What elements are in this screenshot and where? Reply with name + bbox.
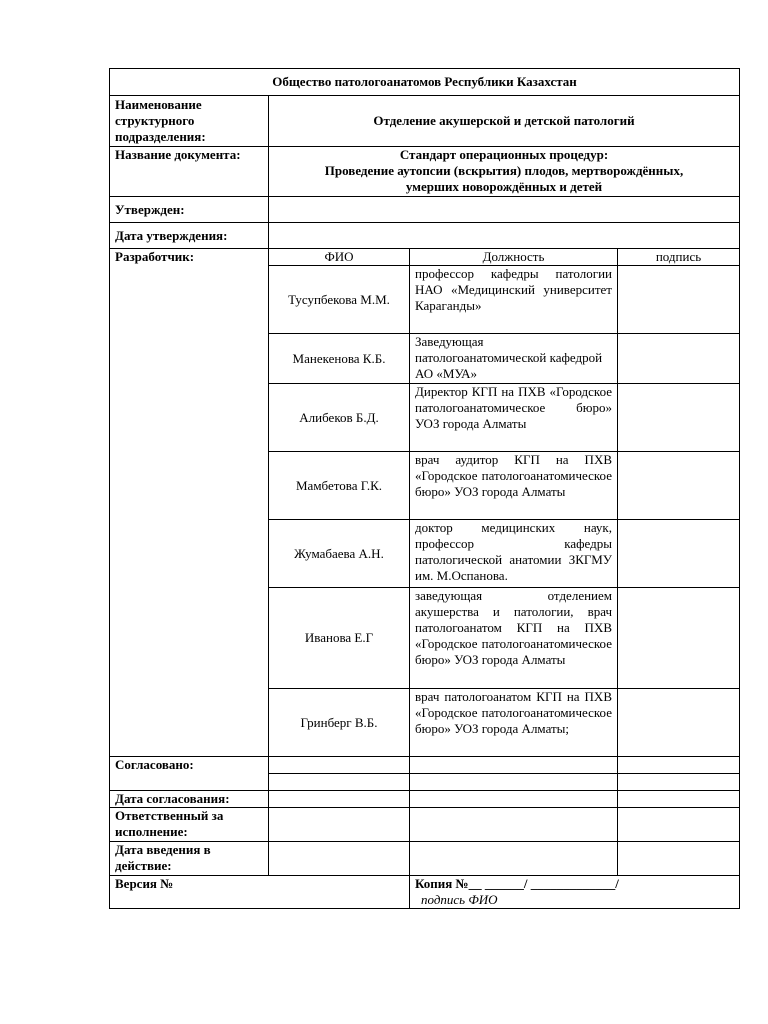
- developer-signature: [618, 588, 740, 689]
- agreed-cell: [618, 757, 740, 774]
- document-title: [269, 147, 740, 197]
- developer-position: врач аудитор КГП на ПХВ «Городское патологоанатомическое бюро» УОЗ города Алматы: [410, 452, 618, 520]
- agreed-date-cell: [410, 791, 618, 808]
- copy-label: Копия №__ ______/ _____________/: [415, 876, 619, 891]
- developer-signature: [618, 689, 740, 757]
- developer-name: Алибеков Б.Д.: [269, 384, 410, 452]
- effective-date-cell: [410, 842, 618, 876]
- responsible-cell: [269, 808, 410, 842]
- document-form-table: [109, 68, 740, 909]
- agreed-cell: [269, 757, 410, 774]
- header-name: ФИО: [269, 249, 410, 266]
- developer-label: Разработчик:: [110, 249, 269, 757]
- developer-position: Заведующая патологоанатомической кафедрой АО «МУА»: [410, 334, 618, 384]
- effective-date-label: Дата введения в действие:: [110, 842, 269, 876]
- agreed-date-cell: [269, 791, 410, 808]
- approved-label: Утвержден:: [110, 197, 269, 223]
- document-title-line2: Проведение аутопсии (вскрытия) плодов, мертворождённых,: [324, 163, 684, 178]
- developer-name: Жумабаева А.Н.: [269, 520, 410, 588]
- developer-signature: [618, 334, 740, 384]
- responsible-cell: [618, 808, 740, 842]
- agreed-cell: [410, 757, 618, 774]
- agreed-cell: [618, 774, 740, 791]
- developer-position: профессор кафедры патологии НАО «Медицинский университет Караганды»: [410, 266, 618, 334]
- document-title-line3: умерших новорождённых и детей: [405, 179, 603, 194]
- copy-caption: подпись ФИО: [421, 892, 498, 907]
- developer-position: Директор КГП на ПХВ «Городское патологоанатомическое бюро» УОЗ города Алматы: [410, 384, 618, 452]
- developer-signature: [618, 452, 740, 520]
- document-title-line1: Стандарт операционных процедур:: [399, 147, 609, 162]
- header-signature: подпись: [618, 249, 740, 266]
- developer-name: Манекенова К.Б.: [269, 334, 410, 384]
- developer-position: доктор медицинских наук, профессор кафедры патологической анатомии ЗКГМУ им. М.Оспанова.: [410, 520, 618, 588]
- developer-name: Иванова Е.Г: [269, 588, 410, 689]
- responsible-label: Ответственный за исполнение:: [110, 808, 269, 842]
- developer-name: Гринберг В.Б.: [269, 689, 410, 757]
- developer-position: заведующая отделением акушерства и патологии, врач патологоанатом КГП на ПХВ «Городское патологоанатомическое бюро» УОЗ города Алматы: [410, 588, 618, 689]
- approval-date-label: Дата утверждения:: [110, 223, 269, 249]
- agreed-cell: [410, 774, 618, 791]
- effective-date-cell: [269, 842, 410, 876]
- developer-position: врач патологоанатом КГП на ПХВ «Городское патологоанатомическое бюро» УОЗ города Алматы;: [410, 689, 618, 757]
- agreed-cell: [269, 774, 410, 791]
- copy-cell: [410, 876, 740, 909]
- approved-value: [269, 197, 740, 223]
- version-label: Версия №: [110, 876, 410, 909]
- responsible-cell: [410, 808, 618, 842]
- org-title: Общество патологоанатомов Республики Казахстан: [110, 69, 740, 96]
- developer-signature: [618, 520, 740, 588]
- approval-date-value: [269, 223, 740, 249]
- developer-signature: [618, 384, 740, 452]
- document-label: Название документа:: [110, 147, 269, 197]
- developer-name: Мамбетова Г.К.: [269, 452, 410, 520]
- developer-signature: [618, 266, 740, 334]
- unit-label: Наименование структурного подразделения:: [110, 96, 269, 147]
- developer-name: Тусупбекова М.М.: [269, 266, 410, 334]
- agreed-label: Согласовано:: [110, 757, 269, 791]
- header-position: Должность: [410, 249, 618, 266]
- effective-date-cell: [618, 842, 740, 876]
- agreed-date-label: Дата согласования:: [110, 791, 269, 808]
- unit-value: Отделение акушерской и детской патологий: [269, 96, 740, 147]
- agreed-date-cell: [618, 791, 740, 808]
